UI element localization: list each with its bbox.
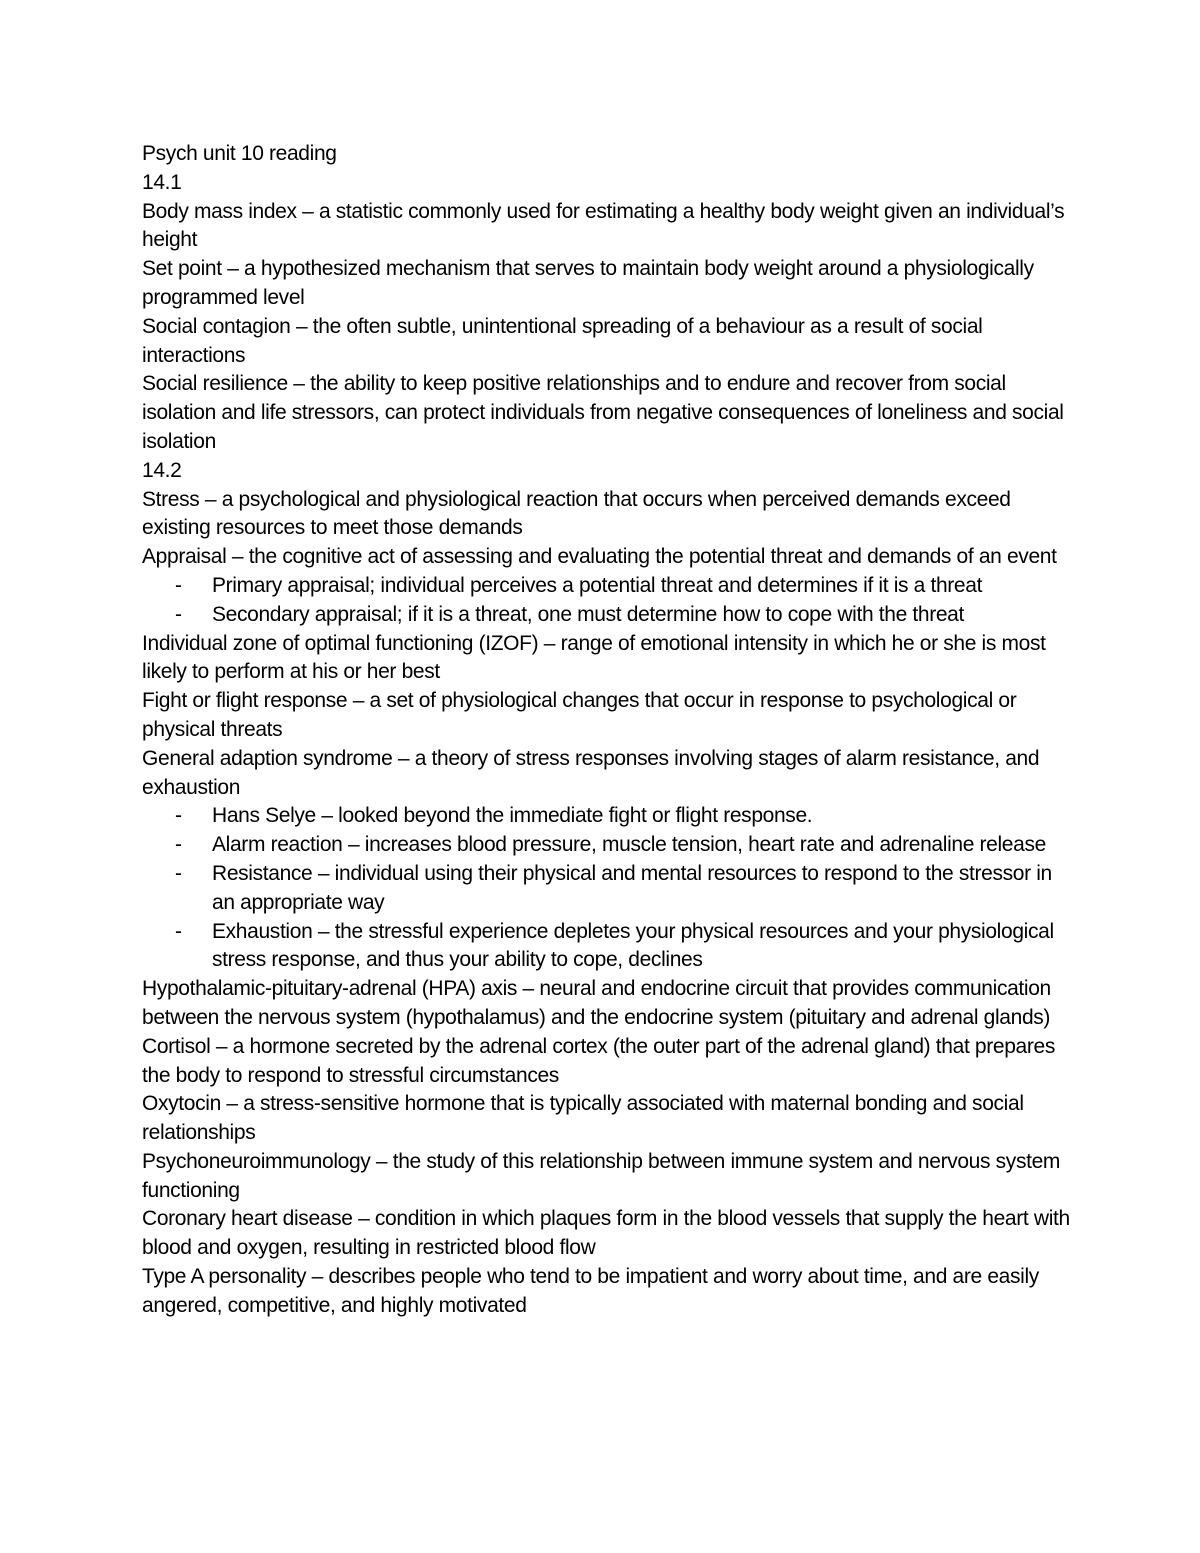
bullet-text: Hans Selye – looked beyond the immediate fight or flight response.	[212, 804, 813, 828]
entry-type-a-personality: Type A personality – describes people who tend to be impatient and worry about time, and are easily angered, competitive, and highly motivated	[142, 1265, 1039, 1317]
bullet-text: Primary appraisal; individual perceives a potential threat and determines if it is a threat	[212, 573, 983, 597]
entry-hpa-axis: Hypothalamic-pituitary-adrenal (HPA) axis – neural and endocrine circuit that provides communication between the nervous system (hypothalamus) and the endocrine system (pituitary and adrenal glands)	[142, 977, 1051, 1029]
entry-stress: Stress – a psychological and physiological reaction that occurs when perceived demands exceed existing resources to meet those demands	[142, 487, 1011, 540]
bullet-dash: -	[175, 602, 182, 626]
bullet-text: Alarm reaction – increases blood pressure, muscle tension, heart rate and adrenaline release	[212, 833, 1046, 857]
entry-social-contagion: Social contagion – the often subtle, unintentional spreading of a behaviour as a result of social interactions	[142, 314, 983, 367]
entry-coronary-heart-disease: Coronary heart disease – condition in which plaques form in the blood vessels that supply the heart with blood and oxygen, resulting in restricted blood flow	[142, 1207, 1070, 1260]
bullet-alarm-reaction	[142, 831, 1072, 860]
bullet-secondary-appraisal	[142, 601, 1072, 630]
bullet-dash: -	[175, 919, 182, 943]
entry-izof: Individual zone of optimal functioning (IZOF) – range of emotional intensity in which he or she is most likely to perform at his or her best	[142, 631, 1046, 684]
bullet-resistance	[142, 860, 1072, 918]
entry-appraisal: Appraisal – the cognitive act of assessing and evaluating the potential threat and demands of an event	[142, 545, 1057, 569]
bullet-dash: -	[175, 573, 182, 597]
bullet-exhaustion	[142, 918, 1072, 976]
entry-cortisol: Cortisol – a hormone secreted by the adrenal cortex (the outer part of the adrenal gland) that prepares the body to respond to stressful circumstances	[142, 1034, 1056, 1087]
bullet-text: Resistance – individual using their physical and mental resources to respond to the stressor in an appropriate way	[212, 861, 1052, 914]
entry-set-point: Set point – a hypothesized mechanism that serves to maintain body weight around a physiologically programmed level	[142, 257, 1034, 309]
entry-psychoneuroimmunology: Psychoneuroimmunology – the study of this relationship between immune system and nervous system functioning	[142, 1149, 1061, 1202]
document-page	[142, 140, 1072, 1321]
entry-fight-or-flight: Fight or flight response – a set of physiological changes that occur in response to psychological or physical threats	[142, 689, 1017, 741]
document-title: Psych unit 10 reading	[142, 142, 337, 165]
entry-social-resilience: Social resilience – the ability to keep positive relationships and to endure and recover from social isolation and life stressors, can protect individuals from negative consequences of loneliness and social isolation	[142, 372, 1064, 453]
bullet-dash: -	[175, 861, 182, 885]
section-heading-14-1: 14.1	[142, 170, 182, 194]
entry-oxytocin: Oxytocin – a stress-sensitive hormone that is typically associated with maternal bonding and social relationships	[142, 1092, 1024, 1145]
bullet-text: Exhaustion – the stressful experience depletes your physical resources and your physiological stress response, and thus your ability to cope, declines	[212, 919, 1054, 972]
bullet-text: Secondary appraisal; if it is a threat, one must determine how to cope with the threat	[212, 602, 964, 626]
section-heading-14-2: 14.2	[142, 458, 182, 482]
entry-general-adaption-syndrome: General adaption syndrome – a theory of stress responses involving stages of alarm resistance, and exhaustion	[142, 746, 1040, 799]
bullet-dash: -	[175, 833, 182, 857]
bullet-primary-appraisal	[142, 572, 1072, 601]
bullet-dash: -	[175, 804, 182, 828]
bullet-hans-selye	[142, 802, 1072, 831]
entry-body-mass-index: Body mass index – a statistic commonly used for estimating a healthy body weight given an individual’s height	[142, 199, 1065, 252]
